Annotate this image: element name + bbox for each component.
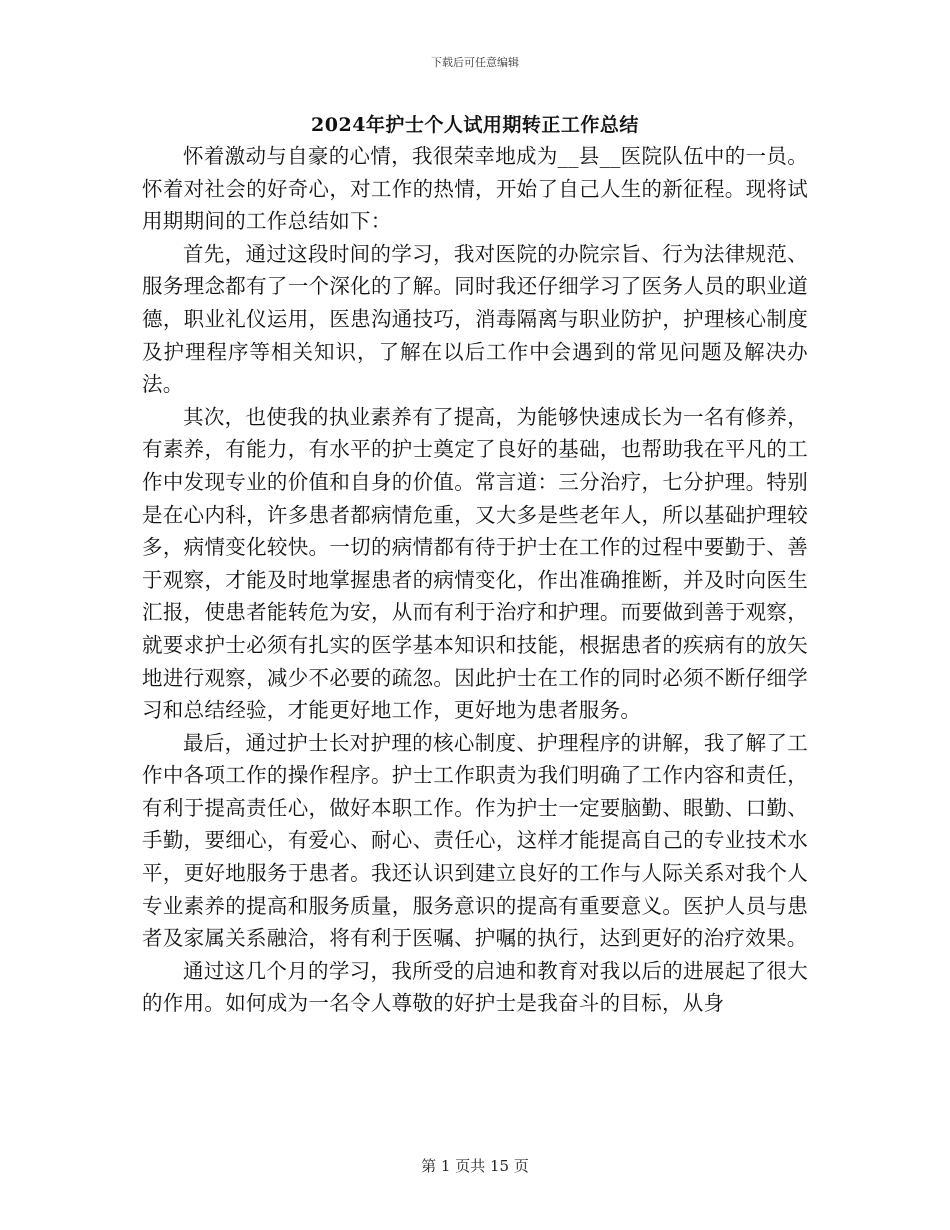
document-body xyxy=(142,140,808,1020)
document-title: 2024年护士个人试用期转正工作总结 xyxy=(311,114,639,136)
page-footer: 第 1 页共 15 页 xyxy=(421,1157,529,1175)
paragraph-last: 最后，通过护士长对护理的核心制度、护理程序的讲解，我了解了工作中各项工作的操作程序。护士工作职责为我们明确了工作内容和责任，有利于提高责任心，做好本职工作。作为护士一定要脑勤、眼勤、口勤、手勤，要细心，有爱心、耐心、责任心，这样才能提高自己的专业技术水平，更好地服务于患者。我还认识到建立良好的工作与人际关系对我个人专业素养的提高和服务质量，服务意识的提高有重要意义。医护人员与患者及家属关系融洽，将有利于医嘱、护嘱的执行，达到更好的治疗效果。 xyxy=(142,730,808,951)
header-note: 下载后可任意编辑 xyxy=(431,56,519,69)
paragraph-conclusion: 通过这几个月的学习，我所受的启迪和教育对我以后的进展起了很大的作用。如何成为一名令人尊敬的好护士是我奋斗的目标，从身 xyxy=(142,958,808,1016)
paragraph-second: 其次，也使我的执业素养有了提高，为能够快速成长为一名有修养，有素养，有能力，有水平的护士奠定了良好的基础，也帮助我在平凡的工作中发现专业的价值和自身的价值。常言道：三分治疗，七分护理。特别是在心内科，许多患者都病情危重，又大多是些老年人，所以基础护理较多，病情变化较快。一切的病情都有待于护士在工作的过程中要勤于、善于观察，才能及时地掌握患者的病情变化，作出准确推断，并及时向医生汇报，使患者能转危为安，从而有利于治疗和护理。而要做到善于观察，就要求护士必须有扎实的医学基本知识和技能，根据患者的疾病有的放矢地进行观察，减少不必要的疏忽。因此护士在工作的同时必须不断仔细学习和总结经验，才能更好地工作，更好地为患者服务。 xyxy=(142,404,808,723)
paragraph-first: 首先，通过这段时间的学习，我对医院的办院宗旨、行为法律规范、服务理念都有了一个深化的了解。同时我还仔细学习了医务人员的职业道德，职业礼仪运用，医患沟通技巧，消毒隔离与职业防护，护理核心制度及护理程序等相关知识，了解在以后工作中会遇到的常见问题及解决办法。 xyxy=(142,241,808,397)
paragraph-intro: 怀着激动与自豪的心情，我很荣幸地成为__县__医院队伍中的一员。怀着对社会的好奇心，对工作的热情，开始了自己人生的新征程。现将试用期期间的工作总结如下： xyxy=(142,144,808,234)
